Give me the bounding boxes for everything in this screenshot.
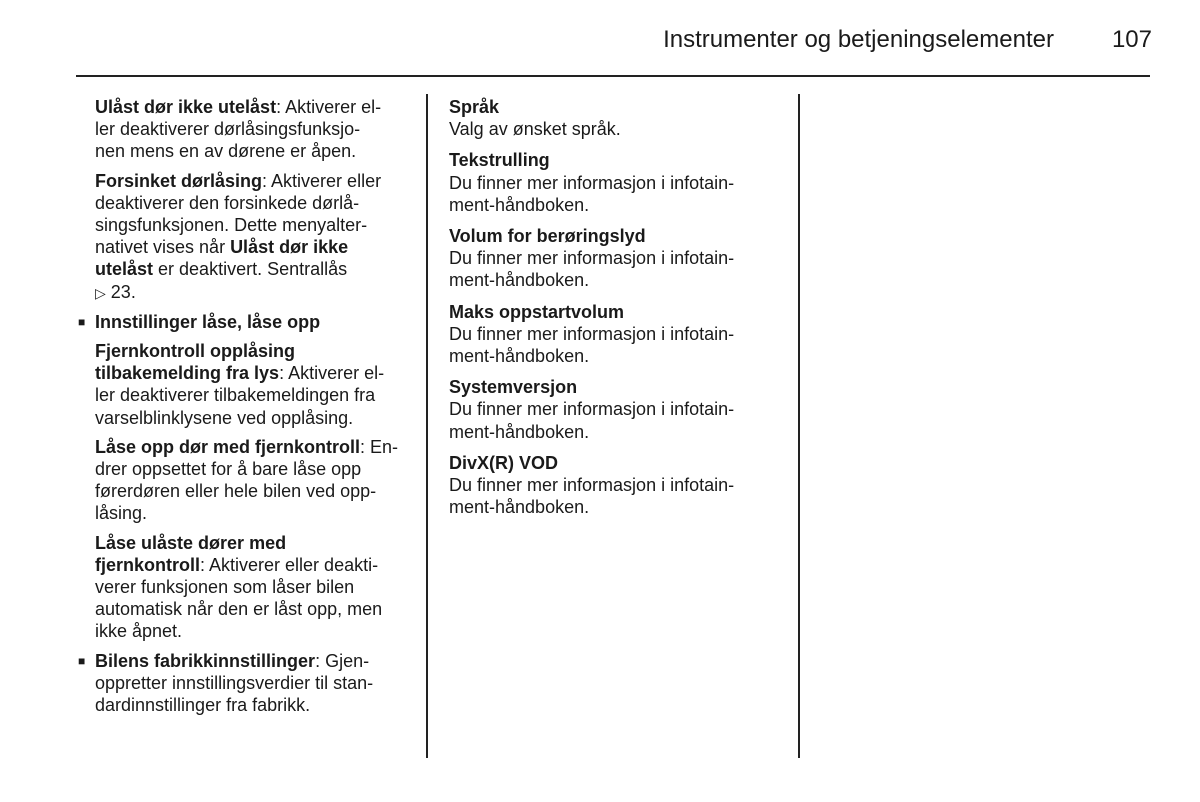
entry-text: Du finner mer informasjon i infotain- (449, 172, 735, 193)
column-divider-2 (798, 94, 800, 758)
entry-text-scroll (449, 149, 779, 216)
entry-text: ment-håndboken. (449, 421, 590, 442)
paragraph-relock-unlocked-doors: Låse ulåste dører med fjernkontroll: Aktiverer eller deakti- verer funksjonen som låser bilen automatisk når den er låst opp, men ikke åpnet. (95, 532, 383, 642)
entry-text: ment-håndboken. (449, 497, 590, 518)
entry-title: DivX(R) VOD (449, 452, 559, 473)
entry-title: Språk (449, 97, 500, 117)
entry-text: ment-håndboken. (449, 346, 590, 367)
page-reference-icon: ▷ (95, 284, 106, 301)
entry-language (449, 96, 779, 140)
column-divider-1 (426, 94, 428, 758)
paragraph-remote-unlock-feedback: Fjernkontroll opplåsing tilbakemelding fra lys: Aktiverer el- ler deaktiverer tilbakemeldingen fra varselblinklysene ved opplåsing. (95, 341, 385, 428)
entry-text: Du finner mer informasjon i infotain- (449, 323, 735, 344)
entry-max-startup-volume (449, 301, 779, 368)
entry-text: Valg av ønsket språk. (449, 119, 621, 140)
entry-touch-volume (449, 225, 779, 292)
chapter-title: Instrumenter og betjeningselementer (663, 26, 1054, 53)
bullet-factory-settings: ■ Bilens fabrikkinnstillinger: Gjen- oppretter innstillingsverdier til stan- dardinnstillinger fra fabrikk. (95, 650, 407, 717)
entry-title: Volum for berøringslyd (449, 226, 646, 247)
term: Ulåst dør ikke utelåst (95, 97, 277, 117)
page-header (663, 26, 1152, 58)
entry-text: Du finner mer informasjon i infotain- (449, 475, 735, 496)
term: Forsinket dørlåsing (95, 170, 263, 191)
entry-title: Systemversjon (449, 377, 578, 398)
entry-text: Du finner mer informasjon i infotain- (449, 248, 735, 269)
paragraph-delayed-locking: Forsinket dørlåsing: Aktiverer eller deaktiverer den forsinkede dørlå- singsfunksjonen. Dette menyalter- nativet vises når Ulåst dør ikke utelåst er deaktivert. Sentrallås ▷ 23. (95, 170, 382, 302)
bullet-lock-settings: ■ Innstillinger låse, låse opp (95, 311, 407, 333)
page-number: 107 (1111, 26, 1152, 53)
paragraph-remote-unlock-door: Låse opp dør med fjernkontroll: En- drer oppsettet for å bare låse opp førerdøren eller hele bilen ved opp- låsing. (95, 436, 399, 524)
entry-title: Tekstrulling (449, 150, 550, 171)
right-column (449, 96, 779, 527)
paragraph-unlocked-door: Ulåst dør ikke utelåst: Aktiverer el- ler deaktiverer dørlåsingsfunksjo- nen mens en av dørene er åpen. (95, 97, 382, 162)
entry-text: Du finner mer informasjon i infotain- (449, 399, 735, 420)
entry-title: Maks oppstartvolum (449, 301, 625, 322)
entry-text: ment-håndboken. (449, 270, 590, 291)
header-divider (76, 75, 1150, 77)
entry-text: ment-håndboken. (449, 194, 590, 215)
entry-system-version (449, 376, 779, 443)
entry-divx-vod (449, 452, 779, 519)
page-reference[interactable]: 23. (110, 281, 136, 302)
left-column (95, 96, 407, 723)
